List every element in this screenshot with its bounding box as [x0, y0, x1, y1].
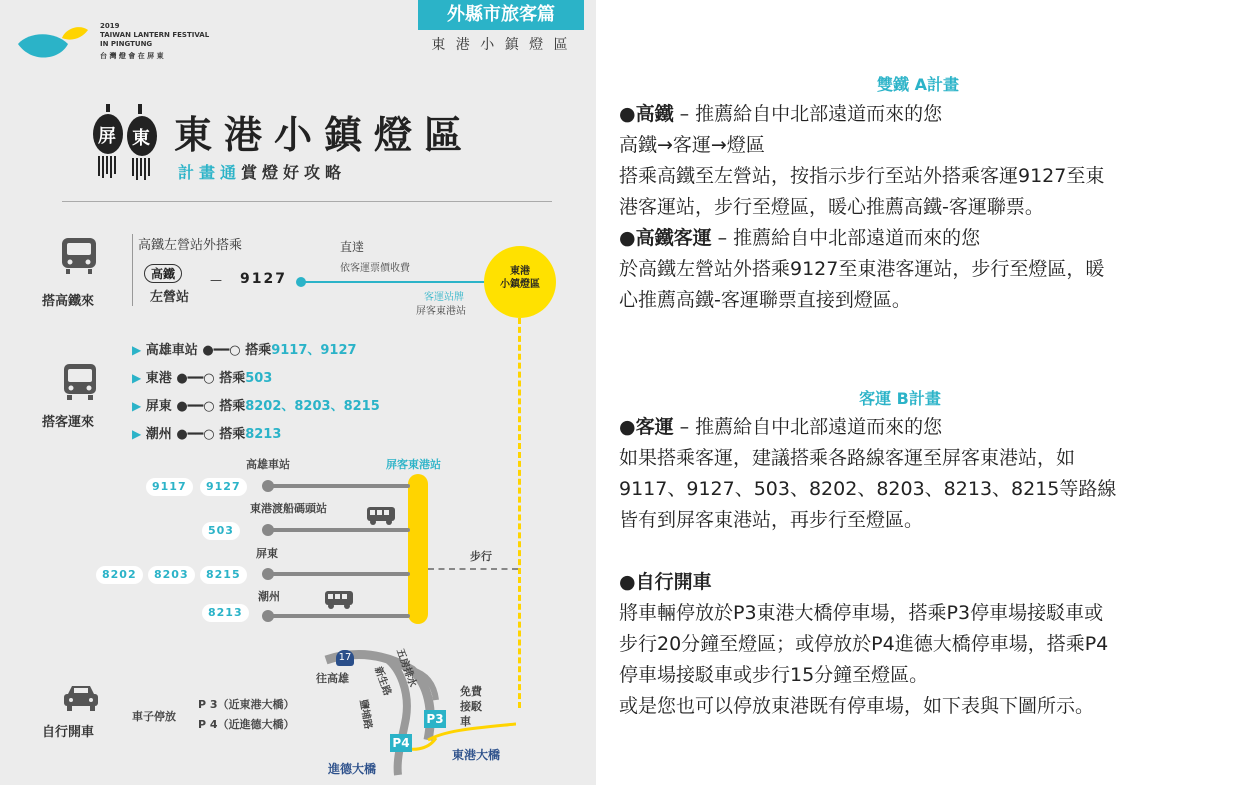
parking-p4: P 4（近進德大橋）	[198, 718, 295, 731]
route-numbers: 503	[245, 371, 273, 386]
festival-text	[100, 22, 209, 61]
plan-b-title: 客運 B計畫	[859, 389, 941, 408]
bus-number-pill: 8202	[96, 566, 143, 584]
item-heading: ●客運	[619, 416, 674, 438]
item-line: 如果搭乘客運，建議搭乘各路線客運至屏客東港站，如	[619, 447, 1076, 469]
bus-number-pill: 503	[202, 522, 240, 540]
destination-line2: 小鎮燈區	[500, 279, 540, 290]
station-bar	[270, 484, 410, 488]
car-section-label: 自行開車	[42, 725, 95, 740]
item-line: 搭乘高鐵至左營站，按指示步行至站外搭乘客運9127至東	[619, 165, 1105, 187]
station-bar	[270, 528, 410, 532]
station-bar	[270, 614, 410, 618]
station-name: 東港渡船碼頭站	[250, 502, 327, 515]
road-yanpu: 鹽埔路	[357, 698, 374, 731]
item-line: 停車場接駁車或步行15分鐘至燈區。	[619, 664, 929, 686]
route-ride: 搭乘	[245, 343, 272, 358]
route-from: 潮州	[145, 427, 172, 442]
road-17-badge: 17	[336, 650, 354, 666]
hsr-station: 左營站	[150, 290, 190, 305]
plan-b-body	[619, 412, 1116, 722]
bus-number-pill: 8203	[148, 566, 195, 584]
item-line: 皆有到屏客東港站，再步行至燈區。	[619, 509, 924, 531]
hub-yellow-bar	[408, 474, 428, 624]
divider	[62, 201, 552, 202]
to-kaohsiung: 往高雄	[316, 672, 349, 685]
route-from: 高雄車站	[145, 343, 198, 358]
route-ride: 搭乘	[219, 399, 246, 414]
item-heading: ●自行開車	[619, 571, 712, 593]
lantern-char-1: 屏	[98, 126, 116, 147]
triangle-icon: ▶	[132, 371, 142, 385]
hsr-bus-number: 9127	[240, 271, 287, 287]
triangle-icon: ▶	[132, 343, 142, 357]
route-numbers: 8213	[245, 427, 282, 442]
item-line: 步行20分鐘至燈區；或停放於P4進德大橋停車場，搭乘P4	[619, 633, 1109, 655]
bus-route-row	[132, 339, 357, 358]
parking-label: 車子停放	[132, 710, 176, 723]
route-ride: 搭乘	[219, 371, 246, 386]
item-heading: ●高鐵	[619, 103, 674, 125]
bus-route-row	[132, 395, 380, 414]
plan-a-title: 雙鐵 A計畫	[877, 75, 959, 94]
festival-line: 2019	[100, 22, 120, 30]
spacer	[619, 536, 1116, 567]
visitor-tag	[418, 0, 584, 64]
bus-icon	[324, 590, 354, 610]
route-from: 東港	[145, 371, 172, 386]
station-name: 潮州	[258, 590, 280, 603]
subtitle-rest: 賞燈好攻略	[241, 163, 347, 182]
poster-subtitle	[178, 160, 346, 183]
destination-line1: 東港	[510, 266, 530, 277]
plan-a-item-heading-row	[619, 99, 1104, 130]
festival-line: IN PINGTUNG	[100, 40, 153, 48]
destination-circle	[484, 246, 556, 318]
route-numbers: 9117、9127	[271, 343, 357, 358]
plan-a-body	[619, 99, 1104, 316]
route-numbers: 8202、8203、8215	[245, 399, 380, 414]
bus-route-row	[132, 367, 272, 386]
item-heading: ●高鐵客運	[619, 227, 712, 249]
hsr-line	[300, 281, 486, 283]
road-wufang: 五房排水	[393, 647, 418, 689]
p3-badge: P3	[424, 710, 446, 728]
station-name: 高雄車站	[246, 458, 290, 471]
hsr-stop-name: 屏客東港站	[416, 306, 466, 317]
route-ride: 搭乘	[219, 427, 246, 442]
item-intro: – 推薦給自中北部遠道而來的您	[673, 416, 943, 438]
bus-number-pill: 8215	[200, 566, 247, 584]
hsr-badge: 高鐵	[144, 264, 182, 283]
hsr-direct-note: 依客運票價收費	[340, 263, 410, 274]
walk-label: 步行	[470, 550, 492, 563]
item-line: 於高鐵左營站外搭乘9127至東港客運站，步行至燈區，暖	[619, 258, 1105, 280]
plan-b-item-heading-row	[619, 567, 1116, 598]
item-line: 心推薦高鐵-客運聯票直接到燈區。	[619, 289, 911, 311]
hsr-line-dot	[296, 277, 306, 287]
bus-icon	[62, 362, 98, 402]
walk-dashed-line	[428, 568, 518, 570]
bridge-jinde: 進德大橋	[328, 762, 377, 776]
item-intro: – 推薦給自中北部遠道而來的您	[673, 103, 943, 125]
item-line: 9117、9127、503、8202、8203、8213、8215等路線	[619, 478, 1117, 500]
item-intro: – 推薦給自中北部遠道而來的您	[711, 227, 981, 249]
road-xinsheng: 新生路	[371, 665, 393, 698]
bus-number-pill: 9127	[200, 478, 247, 496]
route-connector: ●━━○	[176, 427, 215, 442]
lantern-festival-poster	[0, 0, 596, 785]
subtitle-highlight: 計畫通	[178, 163, 242, 182]
bus-section-label: 搭客運來	[42, 415, 95, 430]
plan-a-item-heading-row	[619, 223, 1104, 254]
car-icon	[62, 682, 100, 714]
plan-b-item-heading-row	[619, 412, 1116, 443]
bus-route-row	[132, 423, 281, 442]
hsr-direct: 直達	[340, 240, 365, 254]
hub-label: 屏客東港站	[386, 458, 441, 471]
free-shuttle: 免費接駁車	[460, 685, 482, 728]
triangle-icon: ▶	[132, 427, 142, 441]
route-connector: ●━━○	[176, 371, 215, 386]
bus-icon	[366, 506, 396, 526]
station-bar	[270, 572, 410, 576]
station-name: 屏東	[256, 547, 278, 560]
route-from: 屏東	[145, 399, 172, 414]
festival-logo-icon	[14, 20, 92, 68]
lantern-char-2: 東	[132, 128, 150, 149]
train-icon	[60, 236, 98, 276]
item-line: 將車輛停放於P3東港大橋停車場，搭乘P3停車場接駁車或	[619, 602, 1104, 624]
yellow-dashed-path	[518, 318, 521, 708]
hsr-section-label: 搭高鐵來	[42, 294, 95, 309]
visitor-tag-label: 外縣市旅客篇	[418, 0, 584, 30]
visitor-tag-sub: 東 港 小 鎮 燈 區	[431, 37, 571, 53]
triangle-icon: ▶	[132, 399, 142, 413]
bridge-donggang: 東港大橋	[452, 748, 501, 762]
festival-line: TAIWAN LANTERN FESTIVAL	[100, 31, 210, 39]
hsr-dash: —	[210, 273, 222, 287]
bus-number-pill: 8213	[202, 604, 249, 622]
item-line: 高鐵→客運→燈區	[619, 134, 765, 156]
p4-badge: P4	[390, 734, 412, 752]
hsr-stop-label: 客運站牌	[424, 292, 464, 303]
hsr-pickup-text: 高鐵左營站外搭乘	[138, 238, 243, 253]
item-line: 港客運站，步行至燈區，暖心推薦高鐵-客運聯票。	[619, 196, 1044, 218]
route-connector: ●━━○	[202, 343, 241, 358]
parking-p3: P 3（近東港大橋）	[198, 698, 295, 711]
item-line: 或是您也可以停放東港既有停車場，如下表與下圖所示。	[619, 695, 1095, 717]
festival-line: 台 灣 燈 會 在 屏 東	[100, 52, 164, 60]
route-connector: ●━━○	[176, 399, 215, 414]
poster-title: 東港小鎮燈區	[174, 113, 475, 157]
bus-number-pill: 9117	[146, 478, 193, 496]
